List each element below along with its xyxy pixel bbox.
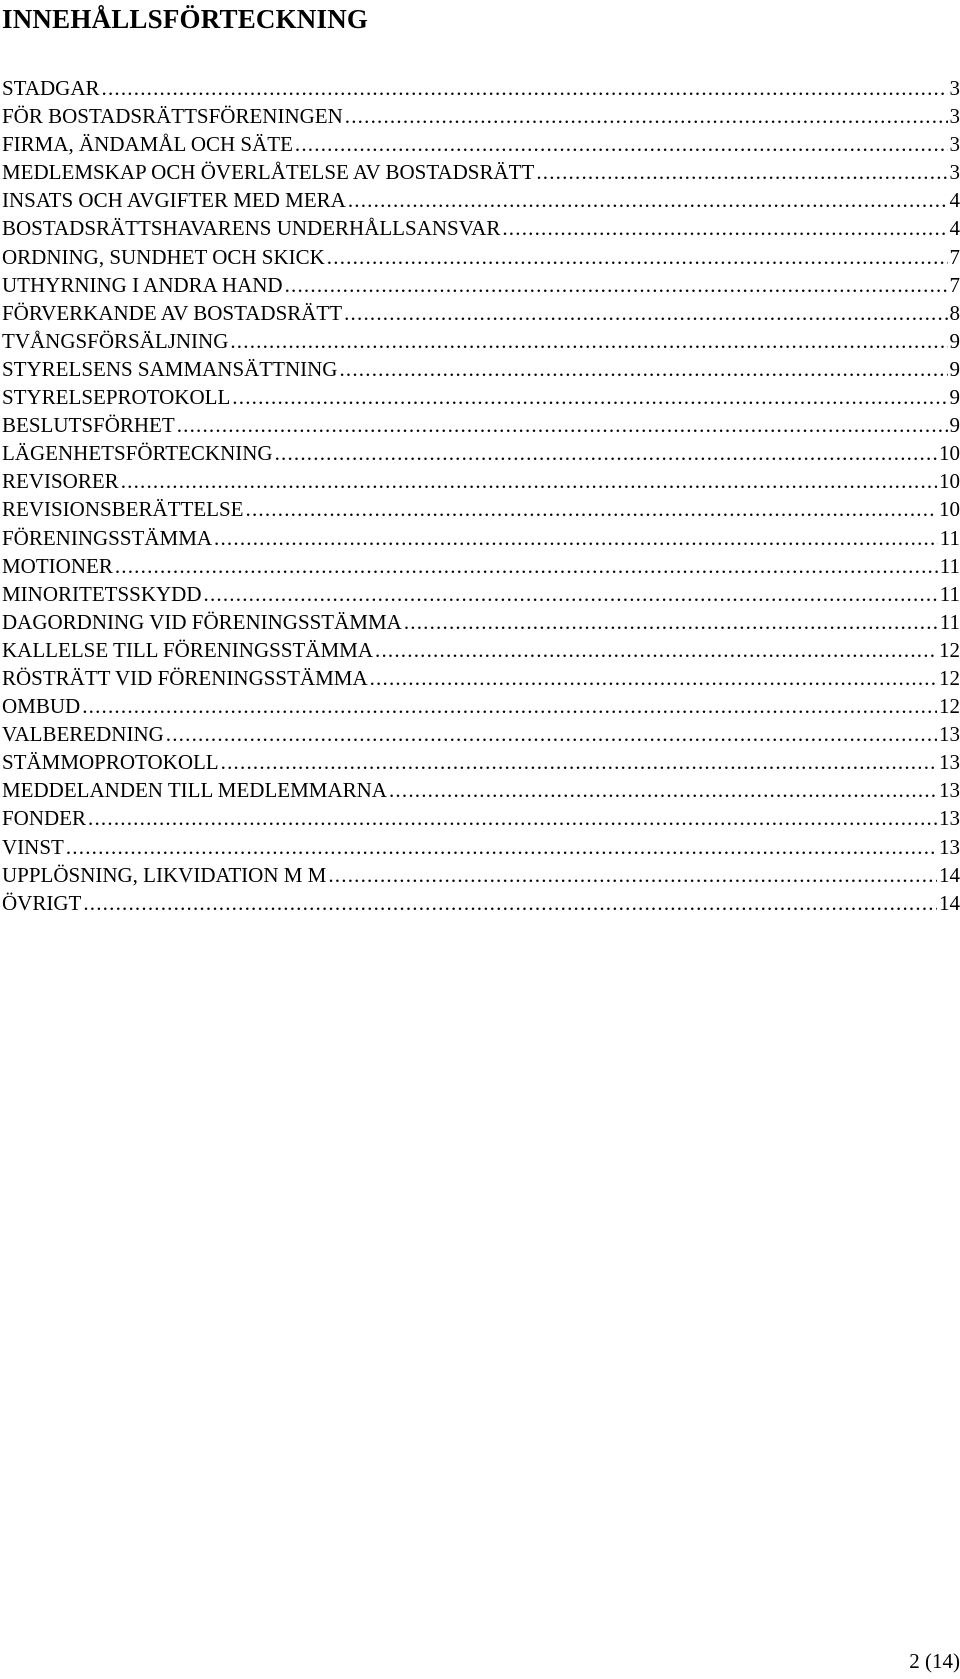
toc-entry-page-number: 10 bbox=[939, 469, 960, 494]
toc-entry-label: MOTIONER bbox=[2, 553, 113, 578]
toc-entry[interactable] bbox=[2, 524, 960, 552]
toc-entry[interactable] bbox=[2, 467, 960, 495]
dot-leader bbox=[275, 439, 937, 467]
toc-entry[interactable] bbox=[2, 214, 960, 242]
dot-leader bbox=[177, 411, 948, 439]
toc-entry-page-number: 12 bbox=[939, 694, 960, 719]
toc-entry-label: FÖRENINGSSTÄMMA bbox=[2, 525, 213, 550]
toc-entry-page-number: 11 bbox=[939, 609, 960, 634]
toc-entry[interactable] bbox=[2, 439, 960, 467]
toc-entry-page-number: 9 bbox=[949, 413, 960, 438]
toc-entry-page-number: 10 bbox=[939, 441, 960, 466]
toc-entry[interactable] bbox=[2, 720, 960, 748]
dot-leader bbox=[328, 861, 937, 889]
toc-entry-label: FÖR BOSTADSRÄTTSFÖRENINGEN bbox=[2, 104, 343, 129]
dot-leader bbox=[348, 186, 948, 214]
toc-entry-label: BESLUTSFÖRHET bbox=[2, 413, 175, 438]
toc-entry-page-number: 3 bbox=[949, 76, 960, 100]
toc-entry-page-number: 11 bbox=[939, 553, 960, 578]
toc-entry-label: REVISORER bbox=[2, 469, 119, 494]
toc-entry[interactable] bbox=[2, 608, 960, 636]
table-of-contents bbox=[2, 74, 960, 917]
toc-entry[interactable] bbox=[2, 804, 960, 832]
toc-entry-label: STÄMMOPROTOKOLL bbox=[2, 750, 219, 775]
dot-leader bbox=[102, 74, 948, 102]
toc-entry-label: FIRMA, ÄNDAMÅL OCH SÄTE bbox=[2, 132, 293, 157]
toc-entry-page-number: 9 bbox=[949, 385, 960, 410]
toc-entry-page-number: 9 bbox=[949, 328, 960, 353]
page-number-footer: 2 (14) bbox=[909, 1649, 960, 1673]
toc-entry[interactable] bbox=[2, 692, 960, 720]
toc-entry[interactable] bbox=[2, 327, 960, 355]
toc-entry-page-number: 7 bbox=[949, 272, 960, 297]
toc-entry-label: FONDER bbox=[2, 806, 87, 831]
dot-leader bbox=[82, 692, 937, 720]
toc-entry-page-number: 3 bbox=[949, 160, 960, 185]
toc-entry[interactable] bbox=[2, 130, 960, 158]
dot-leader bbox=[232, 383, 947, 411]
dot-leader bbox=[166, 720, 937, 748]
dot-leader bbox=[230, 327, 947, 355]
toc-entry-label: STYRELSEPROTOKOLL bbox=[2, 385, 231, 410]
page-title: INNEHÅLLSFÖRTECKNING bbox=[2, 4, 369, 34]
dot-leader bbox=[375, 636, 937, 664]
toc-entry[interactable] bbox=[2, 861, 960, 889]
toc-entry[interactable] bbox=[2, 636, 960, 664]
toc-entry-label: KALLELSE TILL FÖRENINGSSTÄMMA bbox=[2, 637, 373, 662]
toc-entry-page-number: 10 bbox=[939, 497, 960, 522]
toc-entry[interactable] bbox=[2, 383, 960, 411]
dot-leader bbox=[536, 158, 947, 186]
dot-leader bbox=[345, 102, 948, 130]
dot-leader bbox=[295, 130, 948, 158]
toc-entry[interactable] bbox=[2, 355, 960, 383]
dot-leader bbox=[66, 833, 937, 861]
toc-entry-label: UTHYRNING I ANDRA HAND bbox=[2, 272, 283, 297]
toc-entry-label: VINST bbox=[2, 834, 64, 859]
toc-entry-label: RÖSTRÄTT VID FÖRENINGSSTÄMMA bbox=[2, 665, 368, 690]
toc-entry-page-number: 14 bbox=[939, 862, 960, 887]
dot-leader bbox=[221, 748, 937, 776]
toc-entry-page-number: 4 bbox=[949, 188, 960, 213]
toc-entry-label: INSATS OCH AVGIFTER MED MERA bbox=[2, 188, 346, 213]
toc-entry-label: STYRELSENS SAMMANSÄTTNING bbox=[2, 356, 338, 381]
toc-entry-page-number: 12 bbox=[939, 637, 960, 662]
toc-entry[interactable] bbox=[2, 158, 960, 186]
toc-entry-page-number: 9 bbox=[949, 356, 960, 381]
toc-entry-page-number: 8 bbox=[949, 300, 960, 325]
dot-leader bbox=[344, 299, 947, 327]
toc-entry[interactable] bbox=[2, 580, 960, 608]
toc-entry-label: MEDDELANDEN TILL MEDLEMMARNA bbox=[2, 778, 387, 803]
toc-entry-page-number: 13 bbox=[939, 750, 960, 775]
toc-entry-page-number: 7 bbox=[949, 244, 960, 269]
toc-entry-page-number: 3 bbox=[949, 104, 960, 129]
dot-leader bbox=[115, 552, 938, 580]
toc-entry[interactable] bbox=[2, 102, 960, 130]
toc-entry-page-number: 13 bbox=[939, 834, 960, 859]
toc-entry[interactable] bbox=[2, 271, 960, 299]
toc-entry-label: ÖVRIGT bbox=[2, 890, 82, 915]
toc-entry[interactable] bbox=[2, 186, 960, 214]
toc-entry-label: REVISIONSBERÄTTELSE bbox=[2, 497, 244, 522]
toc-entry-label: MINORITETSSKYDD bbox=[2, 581, 202, 606]
dot-leader bbox=[339, 355, 947, 383]
toc-entry[interactable] bbox=[2, 833, 960, 861]
dot-leader bbox=[502, 214, 947, 242]
dot-leader bbox=[214, 524, 938, 552]
toc-entry-page-number: 4 bbox=[949, 216, 960, 241]
toc-entry-label: UPPLÖSNING, LIKVIDATION M M bbox=[2, 862, 327, 887]
toc-entry-label: FÖRVERKANDE AV BOSTADSRÄTT bbox=[2, 300, 343, 325]
dot-leader bbox=[327, 243, 948, 271]
toc-entry-page-number: 12 bbox=[939, 665, 960, 690]
toc-entry-page-number: 13 bbox=[939, 806, 960, 831]
dot-leader bbox=[285, 271, 948, 299]
toc-entry[interactable] bbox=[2, 411, 960, 439]
toc-entry[interactable] bbox=[2, 495, 960, 523]
toc-entry[interactable] bbox=[2, 74, 960, 102]
toc-entry[interactable] bbox=[2, 776, 960, 804]
toc-entry-page-number: 11 bbox=[939, 581, 960, 606]
toc-entry-label: BOSTADSRÄTTSHAVARENS UNDERHÅLLSANSVAR bbox=[2, 216, 501, 241]
toc-entry[interactable] bbox=[2, 664, 960, 692]
toc-entry-page-number: 13 bbox=[939, 722, 960, 747]
toc-entry-label: TVÅNGSFÖRSÄLJNING bbox=[2, 328, 229, 353]
toc-entry-label: DAGORDNING VID FÖRENINGSSTÄMMA bbox=[2, 609, 402, 634]
toc-entry-page-number: 14 bbox=[939, 890, 960, 915]
dot-leader bbox=[83, 889, 937, 917]
toc-entry[interactable] bbox=[2, 299, 960, 327]
dot-leader bbox=[204, 580, 938, 608]
toc-entry[interactable] bbox=[2, 748, 960, 776]
dot-leader bbox=[246, 495, 938, 523]
dot-leader bbox=[121, 467, 937, 495]
toc-entry-label: ORDNING, SUNDHET OCH SKICK bbox=[2, 244, 325, 269]
toc-entry-page-number: 13 bbox=[939, 778, 960, 803]
dot-leader bbox=[370, 664, 937, 692]
toc-entry-page-number: 3 bbox=[949, 132, 960, 157]
toc-entry[interactable] bbox=[2, 889, 960, 917]
toc-entry[interactable] bbox=[2, 243, 960, 271]
toc-entry[interactable] bbox=[2, 552, 960, 580]
toc-entry-label: LÄGENHETSFÖRTECKNING bbox=[2, 441, 273, 466]
dot-leader bbox=[404, 608, 938, 636]
toc-entry-label: STADGAR bbox=[2, 76, 100, 100]
dot-leader bbox=[88, 804, 937, 832]
toc-entry-label: OMBUD bbox=[2, 694, 81, 719]
toc-entry-page-number: 11 bbox=[939, 525, 960, 550]
toc-entry-label: VALBEREDNING bbox=[2, 722, 164, 747]
toc-entry-label: MEDLEMSKAP OCH ÖVERLÅTELSE AV BOSTADSRÄTT bbox=[2, 160, 535, 185]
dot-leader bbox=[389, 776, 937, 804]
